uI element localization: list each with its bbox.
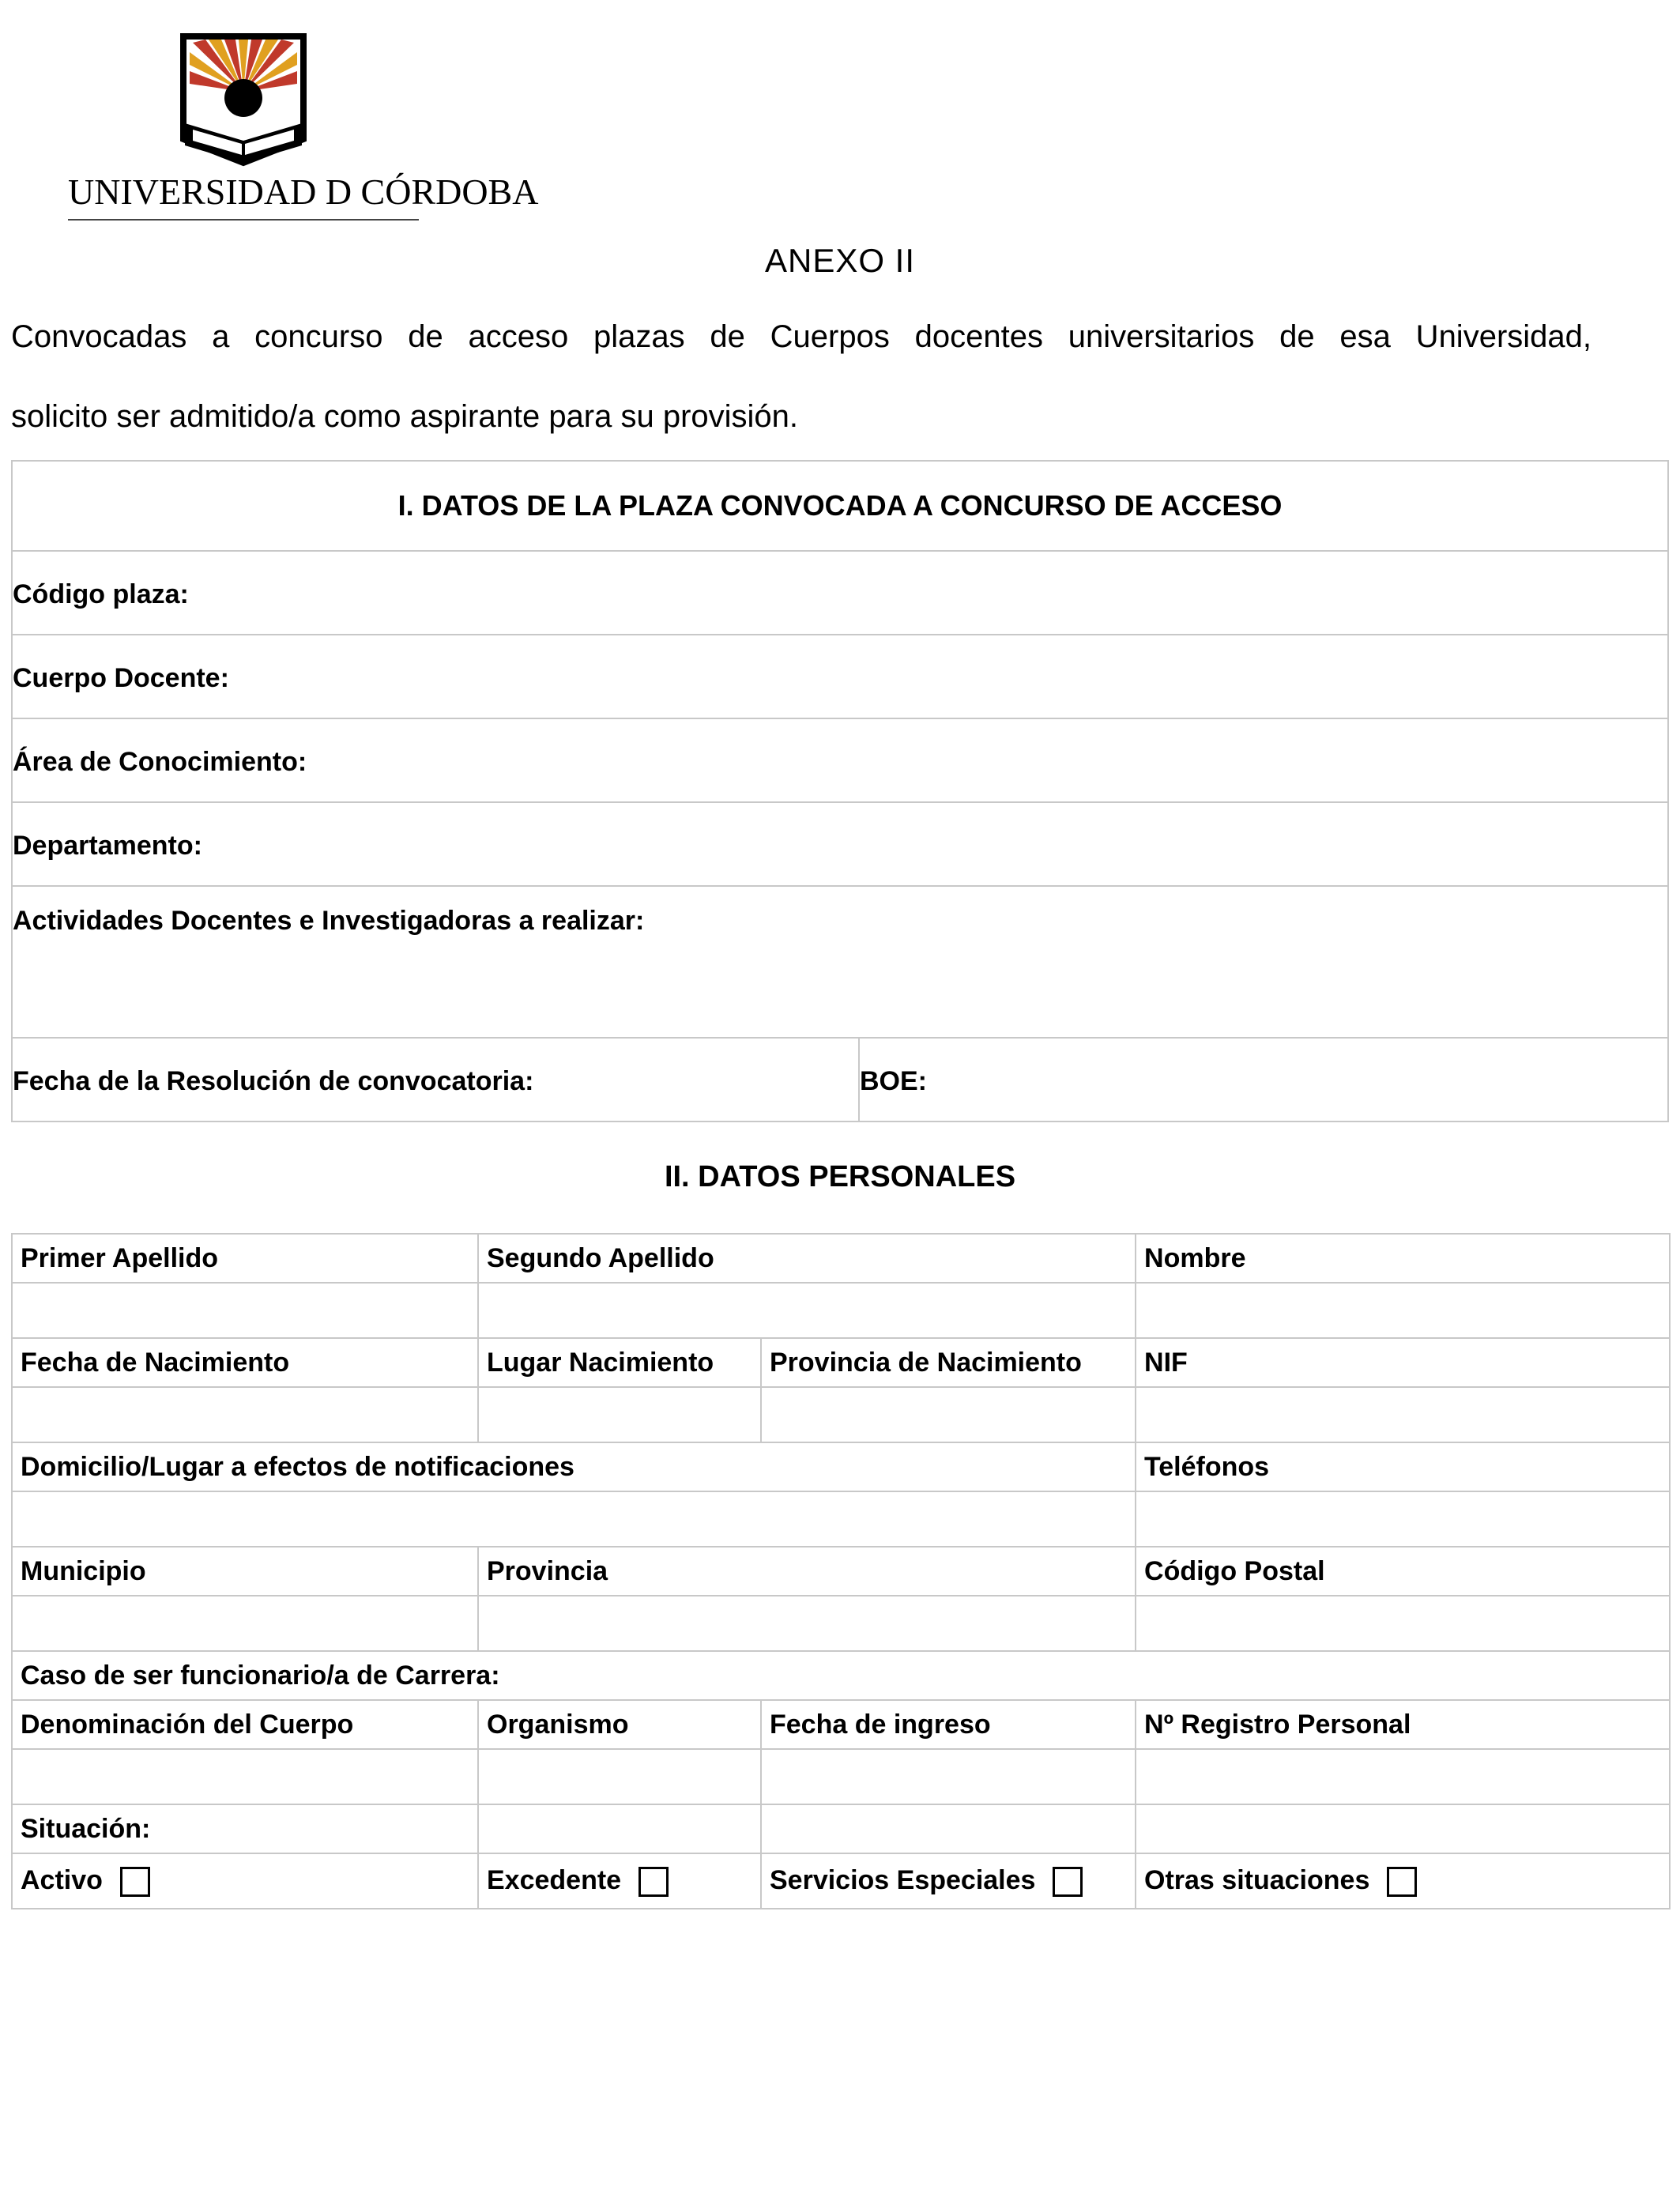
servicios-especiales-option	[761, 1853, 1136, 1909]
provincia-nacimiento-label: Provincia de Nacimiento	[761, 1338, 1136, 1387]
area-conocimiento-field[interactable]	[12, 718, 1668, 802]
fecha-ingreso-input[interactable]	[761, 1749, 1136, 1804]
registro-personal-label: Nº Registro Personal	[1136, 1700, 1670, 1749]
fecha-ingreso-input-extra[interactable]	[761, 1804, 1136, 1853]
fecha-nacimiento-label: Fecha de Nacimiento	[12, 1338, 478, 1387]
actividades-label: Actividades Docentes e Investigadoras a realizar:	[13, 906, 645, 936]
denominacion-cuerpo-input[interactable]	[12, 1749, 478, 1804]
boe-field[interactable]	[859, 1038, 1668, 1122]
personal-data-table	[11, 1233, 1671, 1909]
intro-line-2: solicito ser admitido/a como aspirante para su provisión.	[11, 399, 799, 434]
denominacion-cuerpo-label: Denominación del Cuerpo	[12, 1700, 478, 1749]
organismo-input[interactable]	[478, 1749, 761, 1804]
activo-option	[12, 1853, 478, 1909]
situacion-label: Situación:	[12, 1804, 478, 1853]
fecha-resolucion-label: Fecha de la Resolución de convocatoria:	[13, 1065, 534, 1096]
excedente-label: Excedente	[487, 1864, 622, 1895]
codigo-plaza-label: Código plaza:	[13, 579, 189, 609]
domicilio-label: Domicilio/Lugar a efectos de notificaciones	[12, 1442, 1136, 1491]
telefonos-input[interactable]	[1136, 1491, 1670, 1547]
university-crest-icon	[66, 5, 539, 223]
departamento-label: Departamento:	[13, 830, 202, 861]
municipio-label: Municipio	[12, 1547, 478, 1596]
telefonos-label: Teléfonos	[1136, 1442, 1670, 1491]
organismo-input-extra[interactable]	[478, 1804, 761, 1853]
intro-paragraph	[11, 297, 1591, 457]
section2-title: II. DATOS PERSONALES	[664, 1160, 1016, 1193]
lugar-nacimiento-input[interactable]	[478, 1387, 761, 1442]
boe-label: BOE:	[860, 1065, 927, 1096]
excedente-checkbox[interactable]	[638, 1867, 669, 1897]
cuerpo-docente-label: Cuerpo Docente:	[13, 662, 229, 693]
otras-situaciones-label: Otras situaciones	[1144, 1864, 1370, 1895]
cuerpo-docente-field[interactable]	[12, 635, 1668, 718]
registro-personal-input-extra[interactable]	[1136, 1804, 1670, 1853]
university-logo	[66, 5, 539, 223]
fecha-ingreso-label: Fecha de ingreso	[761, 1700, 1136, 1749]
logo-text: UNIVERSIDAD D CÓRDOBA	[68, 172, 539, 212]
codigo-postal-input[interactable]	[1136, 1596, 1670, 1651]
departamento-field[interactable]	[12, 802, 1668, 886]
segundo-apellido-input[interactable]	[478, 1283, 1136, 1338]
plaza-data-table	[11, 460, 1669, 1122]
municipio-input[interactable]	[12, 1596, 478, 1651]
organismo-label: Organismo	[478, 1700, 761, 1749]
section1-title: I. DATOS DE LA PLAZA CONVOCADA A CONCURSO DE ACCESO	[12, 461, 1668, 551]
nif-label: NIF	[1136, 1338, 1670, 1387]
domicilio-input[interactable]	[12, 1491, 1136, 1547]
nombre-label: Nombre	[1136, 1234, 1670, 1283]
provincia-input[interactable]	[478, 1596, 1136, 1651]
provincia-label: Provincia	[478, 1547, 1136, 1596]
registro-personal-input[interactable]	[1136, 1749, 1670, 1804]
lugar-nacimiento-label: Lugar Nacimiento	[478, 1338, 761, 1387]
fecha-nacimiento-input[interactable]	[12, 1387, 478, 1442]
otras-situaciones-checkbox[interactable]	[1387, 1867, 1417, 1897]
area-conocimiento-label: Área de Conocimiento:	[13, 746, 307, 777]
fecha-resolucion-field[interactable]	[12, 1038, 859, 1122]
activo-label: Activo	[21, 1864, 103, 1895]
codigo-plaza-field[interactable]	[12, 551, 1668, 635]
segundo-apellido-label: Segundo Apellido	[478, 1234, 1136, 1283]
primer-apellido-label: Primer Apellido	[12, 1234, 478, 1283]
caso-funcionario-label: Caso de ser funcionario/a de Carrera:	[12, 1651, 1670, 1700]
otras-situaciones-option	[1136, 1853, 1670, 1909]
nombre-input[interactable]	[1136, 1283, 1670, 1338]
intro-line-1: Convocadas a concurso de acceso plazas de Cuerpos docentes universitarios de esa Universidad,	[11, 319, 1591, 354]
servicios-especiales-label: Servicios Especiales	[770, 1864, 1036, 1895]
excedente-option	[478, 1853, 761, 1909]
codigo-postal-label: Código Postal	[1136, 1547, 1670, 1596]
activo-checkbox[interactable]	[120, 1867, 150, 1897]
servicios-especiales-checkbox[interactable]	[1053, 1867, 1083, 1897]
actividades-field[interactable]	[12, 886, 1668, 1038]
provincia-nacimiento-input[interactable]	[761, 1387, 1136, 1442]
primer-apellido-input[interactable]	[12, 1283, 478, 1338]
nif-input[interactable]	[1136, 1387, 1670, 1442]
annex-title: ANEXO II	[764, 242, 916, 279]
